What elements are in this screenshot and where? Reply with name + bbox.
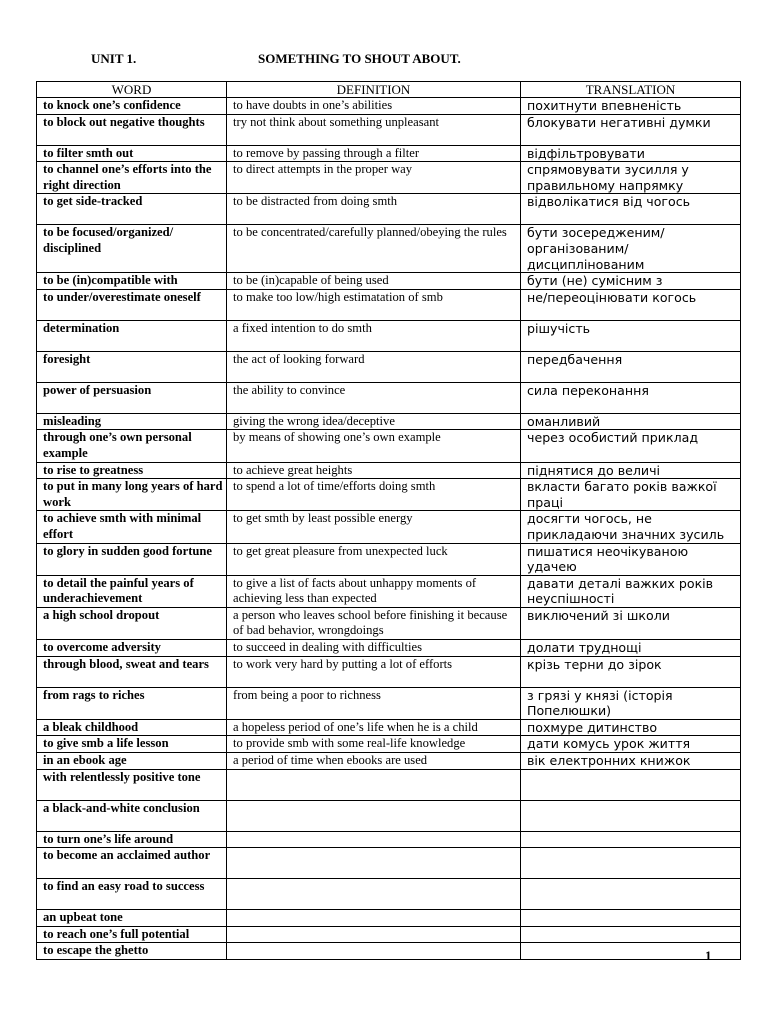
table-row (37, 831, 741, 848)
definition-cell: to be concentrated/carefully planned/obeying the rules (227, 225, 521, 273)
translation-cell: спрямовувати зусилля у правильному напрямку (521, 162, 741, 194)
definition-cell: to spend a lot of time/efforts doing smth (227, 479, 521, 511)
word-cell: to channel one’s efforts into the right direction (37, 162, 227, 194)
column-header-word: WORD (37, 82, 227, 98)
table-row (37, 543, 741, 575)
definition-cell: a hopeless period of one’s life when he is a child (227, 719, 521, 736)
table-row (37, 114, 741, 145)
definition-cell: to provide smb with some real-life knowledge (227, 736, 521, 753)
word-cell: a bleak childhood (37, 719, 227, 736)
definition-cell (227, 848, 521, 879)
word-cell: a high school dropout (37, 607, 227, 639)
translation-cell: рішучість (521, 320, 741, 351)
definition-cell: from being a poor to richness (227, 687, 521, 719)
translation-cell (521, 800, 741, 831)
definition-cell: to get smth by least possible energy (227, 511, 521, 543)
table-row (37, 351, 741, 382)
definition-cell: to direct attempts in the proper way (227, 162, 521, 194)
word-cell: in an ebook age (37, 753, 227, 770)
word-cell: to knock one’s confidence (37, 98, 227, 115)
definition-cell (227, 879, 521, 910)
table-row (37, 162, 741, 194)
word-cell: power of persuasion (37, 382, 227, 413)
table-row (37, 225, 741, 273)
translation-cell: давати деталі важких років неуспішності (521, 575, 741, 607)
translation-cell: бути зосередженим/ організованим/дисциплінованим (521, 225, 741, 273)
definition-cell (227, 831, 521, 848)
definition-cell: to be (in)capable of being used (227, 273, 521, 290)
translation-cell: відфільтровувати (521, 145, 741, 162)
table-row (37, 430, 741, 462)
word-cell: to overcome adversity (37, 640, 227, 657)
table-row (37, 145, 741, 162)
definition-cell: try not think about something unpleasant (227, 114, 521, 145)
table-row (37, 98, 741, 115)
unit-label: UNIT 1. (91, 51, 137, 66)
definition-cell (227, 800, 521, 831)
word-cell: to find an easy road to success (37, 879, 227, 910)
word-cell: to put in many long years of hard work (37, 479, 227, 511)
table-row (37, 687, 741, 719)
definition-cell: a fixed intention to do smth (227, 320, 521, 351)
table-row (37, 800, 741, 831)
word-cell: misleading (37, 413, 227, 430)
table-row (37, 910, 741, 927)
word-cell: from rags to riches (37, 687, 227, 719)
unit-title: SOMETHING TO SHOUT ABOUT. (258, 51, 461, 66)
translation-cell (521, 848, 741, 879)
translation-cell: блокувати негативні думки (521, 114, 741, 145)
table-body (37, 98, 741, 960)
definition-cell: to succeed in dealing with difficulties (227, 640, 521, 657)
definition-cell: giving the wrong idea/deceptive (227, 413, 521, 430)
definition-cell (227, 910, 521, 927)
page-header (0, 51, 768, 71)
table-header-row (37, 82, 741, 98)
word-cell: to reach one’s full potential (37, 926, 227, 943)
definition-cell: by means of showing one’s own example (227, 430, 521, 462)
definition-cell: a person who leaves school before finishing it because of bad behavior, wrongdoings (227, 607, 521, 639)
word-cell: to achieve smth with minimal effort (37, 511, 227, 543)
vocabulary-table (36, 81, 741, 960)
table-row (37, 511, 741, 543)
translation-cell (521, 910, 741, 927)
translation-cell: сила переконання (521, 382, 741, 413)
translation-cell (521, 926, 741, 943)
definition-cell: to have doubts in one’s abilities (227, 98, 521, 115)
translation-cell (521, 769, 741, 800)
translation-cell: з грязі у князі (історія Попелюшки) (521, 687, 741, 719)
page-number: 1 (705, 948, 712, 963)
definition-cell: to be distracted from doing smth (227, 194, 521, 225)
definition-cell (227, 943, 521, 960)
definition-cell: to give a list of facts about unhappy moments of achieving less than expected (227, 575, 521, 607)
word-cell: to turn one’s life around (37, 831, 227, 848)
table-row (37, 926, 741, 943)
table-row (37, 879, 741, 910)
definition-cell: to achieve great heights (227, 462, 521, 479)
table-row (37, 753, 741, 770)
table-row (37, 736, 741, 753)
definition-cell: to make too low/high estimatation of smb (227, 289, 521, 320)
word-cell: to escape the ghetto (37, 943, 227, 960)
table-row (37, 320, 741, 351)
column-header-translation: TRANSLATION (521, 82, 741, 98)
definition-cell (227, 926, 521, 943)
translation-cell: відволікатися від чогось (521, 194, 741, 225)
word-cell: through one’s own personal example (37, 430, 227, 462)
word-cell: a black-and-white conclusion (37, 800, 227, 831)
table-row (37, 413, 741, 430)
translation-cell: вік електронних книжок (521, 753, 741, 770)
table-row (37, 382, 741, 413)
translation-cell: похитнути впевненість (521, 98, 741, 115)
translation-cell: піднятися до величі (521, 462, 741, 479)
word-cell: through blood, sweat and tears (37, 656, 227, 687)
translation-cell (521, 879, 741, 910)
table-row (37, 273, 741, 290)
word-cell: to glory in sudden good fortune (37, 543, 227, 575)
definition-cell: to remove by passing through a filter (227, 145, 521, 162)
table-row (37, 289, 741, 320)
translation-cell: передбачення (521, 351, 741, 382)
translation-cell: бути (не) сумісним з (521, 273, 741, 290)
definition-cell: to work very hard by putting a lot of efforts (227, 656, 521, 687)
translation-cell: вкласти багато років важкої праці (521, 479, 741, 511)
table-row (37, 769, 741, 800)
translation-cell (521, 831, 741, 848)
table-row (37, 575, 741, 607)
translation-cell: крізь терни до зірок (521, 656, 741, 687)
word-cell: to under/overestimate oneself (37, 289, 227, 320)
translation-cell: оманливий (521, 413, 741, 430)
translation-cell: виключений зі школи (521, 607, 741, 639)
word-cell: to get side-tracked (37, 194, 227, 225)
translation-cell: через особистий приклад (521, 430, 741, 462)
word-cell: to be (in)compatible with (37, 273, 227, 290)
translation-cell: похмуре дитинство (521, 719, 741, 736)
table-row (37, 194, 741, 225)
word-cell: to give smb a life lesson (37, 736, 227, 753)
column-header-definition: DEFINITION (227, 82, 521, 98)
definition-cell: the ability to convince (227, 382, 521, 413)
translation-cell: пишатися неочікуваною удачею (521, 543, 741, 575)
word-cell: determination (37, 320, 227, 351)
table-row (37, 943, 741, 960)
table-row (37, 607, 741, 639)
word-cell: to be focused/organized/ disciplined (37, 225, 227, 273)
translation-cell: досягти чогось, не прикладаючи значних зусиль (521, 511, 741, 543)
word-cell: to rise to greatness (37, 462, 227, 479)
word-cell: to detail the painful years of underachievement (37, 575, 227, 607)
translation-cell: не/переоцінювати когось (521, 289, 741, 320)
translation-cell: дати комусь урок життя (521, 736, 741, 753)
word-cell: to block out negative thoughts (37, 114, 227, 145)
definition-cell: the act of looking forward (227, 351, 521, 382)
definition-cell: a period of time when ebooks are used (227, 753, 521, 770)
translation-cell: долати труднощі (521, 640, 741, 657)
definition-cell (227, 769, 521, 800)
word-cell: with relentlessly positive tone (37, 769, 227, 800)
word-cell: to become an acclaimed author (37, 848, 227, 879)
word-cell: to filter smth out (37, 145, 227, 162)
table-row (37, 462, 741, 479)
table-row (37, 479, 741, 511)
table-row (37, 719, 741, 736)
word-cell: foresight (37, 351, 227, 382)
table-row (37, 640, 741, 657)
word-cell: an upbeat tone (37, 910, 227, 927)
definition-cell: to get great pleasure from unexpected luck (227, 543, 521, 575)
table-row (37, 848, 741, 879)
table-row (37, 656, 741, 687)
